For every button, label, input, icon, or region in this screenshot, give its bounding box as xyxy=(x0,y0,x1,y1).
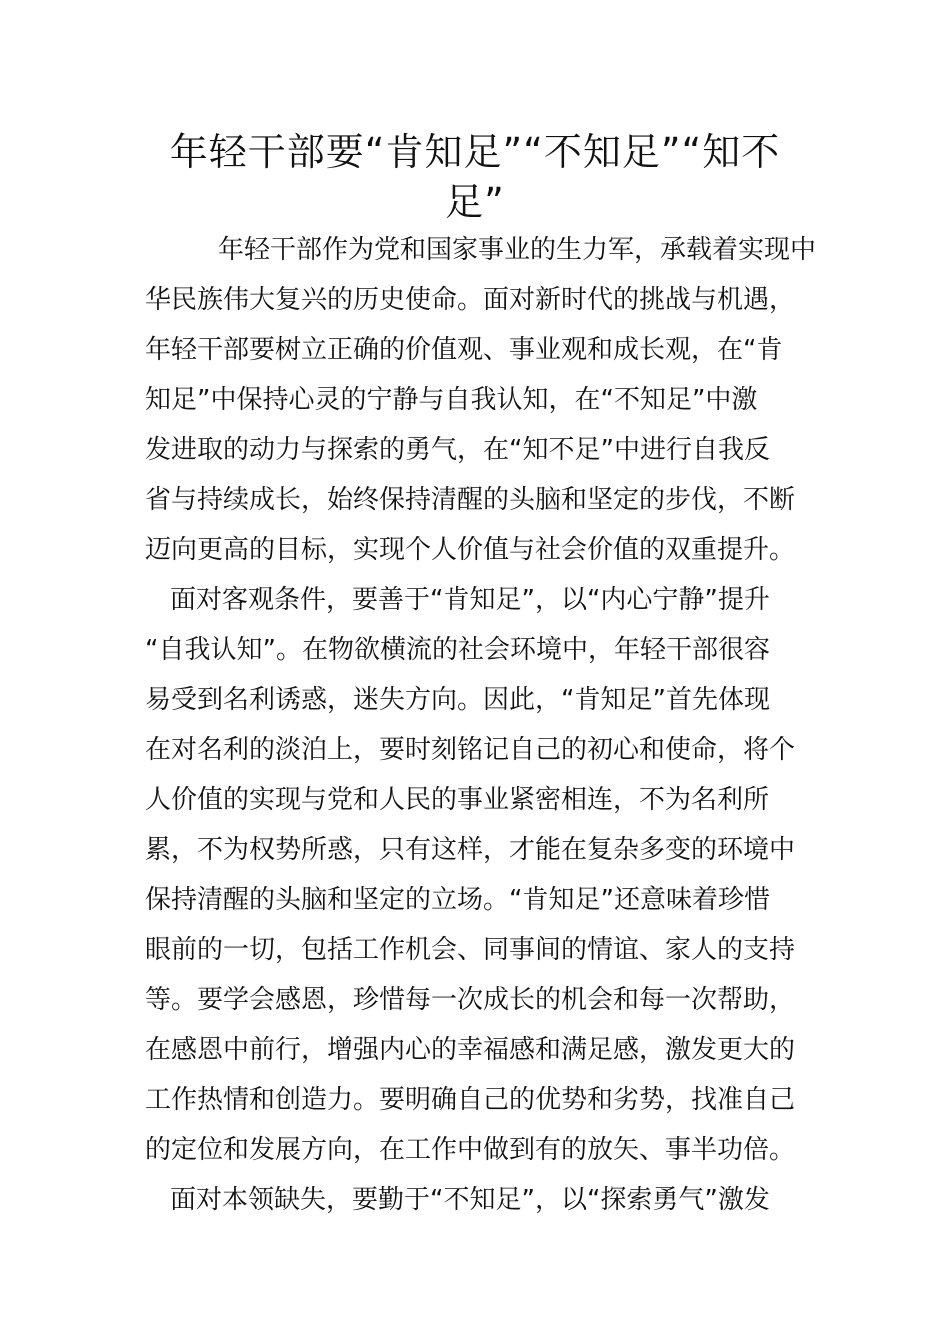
paragraph-2-line-11: 工作热情和创造力。要明确自己的优势和劣势，找准自己 xyxy=(145,1085,796,1115)
paragraph-2-line-4: 在对名利的淡泊上，要时刻铭记自己的初心和使命，将个 xyxy=(145,735,796,765)
paragraph-3-line-1: 面对本领缺失，要勤于“不知足”，以“探索勇气”激发 xyxy=(170,1185,770,1215)
paragraph-1-line-4: 知足”中保持心灵的宁静与自我认知，在“不知足”中激 xyxy=(145,385,758,415)
paragraph-1-line-2: 华民族伟大复兴的历史使命。面对新时代的挑战与机遇， xyxy=(145,285,796,315)
document-title-line-1: 年轻干部要“肯知足”“不知足”“知不 xyxy=(169,130,781,174)
paragraph-2-line-7: 保持清醒的头脑和坚定的立场。“肯知足”还意味着珍惜 xyxy=(145,885,770,915)
document-title-line-2: 足” xyxy=(445,180,505,224)
paragraph-2-line-12: 的定位和发展方向，在工作中做到有的放矢、事半功倍。 xyxy=(145,1135,796,1165)
paragraph-2-line-9: 等。要学会感恩，珍惜每一次成长的机会和每一次帮助， xyxy=(145,985,796,1015)
paragraph-2-line-6: 累，不为权势所惑，只有这样，才能在复杂多变的环境中 xyxy=(145,835,796,865)
paragraph-2-line-5: 人价值的实现与党和人民的事业紧密相连，不为名利所 xyxy=(145,785,770,815)
paragraph-1-line-7: 迈向更高的目标，实现个人价值与社会价值的双重提升。 xyxy=(145,535,796,565)
paragraph-2-line-10: 在感恩中前行，增强内心的幸福感和满足感，激发更大的 xyxy=(145,1035,796,1065)
paragraph-2-line-2: “自我认知”。在物欲横流的社会环境中，年轻干部很容 xyxy=(145,635,770,665)
paragraph-2-line-1: 面对客观条件，要善于“肯知足”，以“内心宁静”提升 xyxy=(170,585,770,615)
paragraph-1-line-5: 发进取的动力与探索的勇气，在“知不足”中进行自我反 xyxy=(145,435,770,465)
paragraph-1-line-3: 年轻干部要树立正确的价值观、事业观和成长观，在“肯 xyxy=(145,335,783,365)
paragraph-2-line-3: 易受到名利诱惑，迷失方向。因此，“肯知足”首先体现 xyxy=(145,685,770,715)
paragraph-1-line-1: 年轻干部作为党和国家事业的生力军，承载着实现中 xyxy=(218,235,817,265)
paragraph-1-line-6: 省与持续成长，始终保持清醒的头脑和坚定的步伐，不断 xyxy=(145,485,796,515)
paragraph-2-line-8: 眼前的一切，包括工作机会、同事间的情谊、家人的支持 xyxy=(145,935,796,965)
